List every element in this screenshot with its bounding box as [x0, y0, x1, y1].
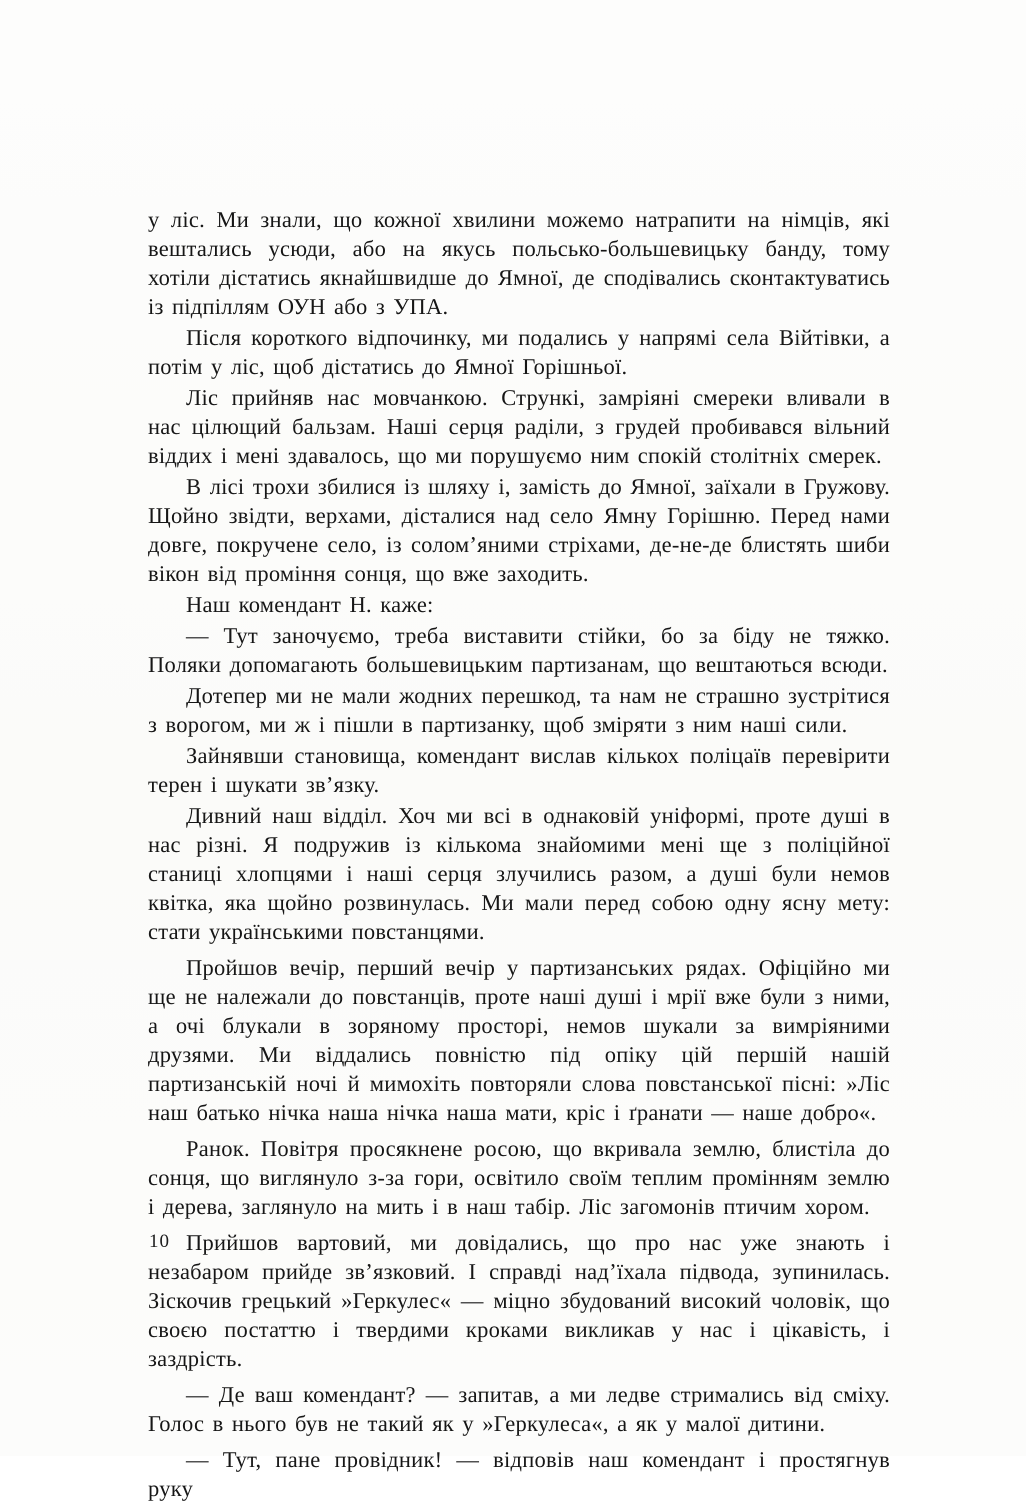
paragraph-7: Дотепер ми не мали жодних перешкод, та нам не страшно зустрітися з ворогом, ми ж і пішли в партизанку, щоб зміряти з ним наші сили.: [148, 683, 890, 737]
paragraph-6-dialogue: — Тут заночуємо, треба виставити стійки, бо за біду не тяжко. Поляки допомагають большевицьким партизанам, що вештаються всюди.: [148, 623, 890, 677]
paragraph-8: Зайнявши становища, комендант вислав кількох поліцаїв перевірити терен і шукати зв’язку.: [148, 743, 890, 797]
paragraph-9: Дивний наш відділ. Хоч ми всі в однаковій уніформі, проте душі в нас різні. Я подружив із кількома знайомими мені ще з поліційної станиці хлопцями і наші серця злучились разом, а душі були немов квітка, яка щойно розвинулась. Ми мали перед собою одну ясну мету: стати українськими повстанцями.: [148, 803, 890, 944]
paragraph-11: Ранок. Повітря просякнене росою, що вкривала землю, блистіла до сонця, що виглянуло з-за гори, освітило своїм теплим промінням землю і дерева, заглянуло на мить і в наш табір. Ліс загомонів птичим хором.: [148, 1136, 890, 1219]
paragraph-5: Наш комендант Н. каже:: [186, 592, 434, 617]
text-block: [148, 205, 890, 1505]
paragraph-14-dialogue: — Тут, пане провідник! — відповів наш комендант і простягнув руку: [148, 1447, 890, 1501]
paragraph-2: Після короткого відпочинку, ми подались у напрямі села Війтівки, а потім у ліс, щоб дістатись до Ямної Горішньої.: [148, 325, 890, 379]
page-number: 10: [149, 1231, 170, 1252]
paragraph-13-dialogue: — Де ваш комендант? — запитав, а ми ледве стримались від сміху. Голос в нього був не такий як у »Геркулеса«, а як у малої дитини.: [148, 1382, 890, 1436]
paragraph-4: В лісі трохи збилися із шляху і, замість до Ямної, заїхали в Гружову. Щойно звідти, верхами, дісталися над село Ямну Горішню. Перед нами довге, покручене село, із солом’яними стріхами, де-не-де блистять шиби вікон від проміння сонця, що вже заходить.: [148, 474, 890, 586]
paragraph-12: Прийшов вартовий, ми довідались, що про нас уже знають і незабаром прийде зв’язковий. І справді над’їхала підвода, зупинилась. Зіскочив грецький »Геркулес« — міцно збудований високий чоловік, що своєю постаттю і твердими кроками викликав у нас і цікавість, і заздрість.: [148, 1230, 890, 1371]
paragraph-3: Ліс прийняв нас мовчанкою. Стрункі, замріяні смереки вливали в нас цілющий бальзам. Наші серця раділи, з грудей пробивався вільний віддих і мені здавалось, що ми порушуємо ним спокій столітніх смерек.: [148, 385, 890, 468]
paragraph-10: Пройшов вечір, перший вечір у партизанських рядах. Офіційно ми ще не належали до повстанців, проте наші душі і мрії вже були з ними, а очі блукали в зоряному просторі, немов шукали за вимріяними друзями. Ми віддались повністю під опіку цій першій нашій партизанській ночі й мимохіть повторяли слова повстанської пісні: »Ліс наш батько нічка наша нічка наша мати, кріс і ґранати — наше добро«.: [148, 955, 890, 1125]
paragraph-continuation: у ліс. Ми знали, що кожної хвилини можемо натрапити на німців, які вештались усюди, або на якусь польсько-большевицьку банду, тому хотіли дістатись якнайшвидше до Ямної, де сподівались сконтактуватись із підпіллям ОУН або з УПА.: [148, 207, 890, 319]
